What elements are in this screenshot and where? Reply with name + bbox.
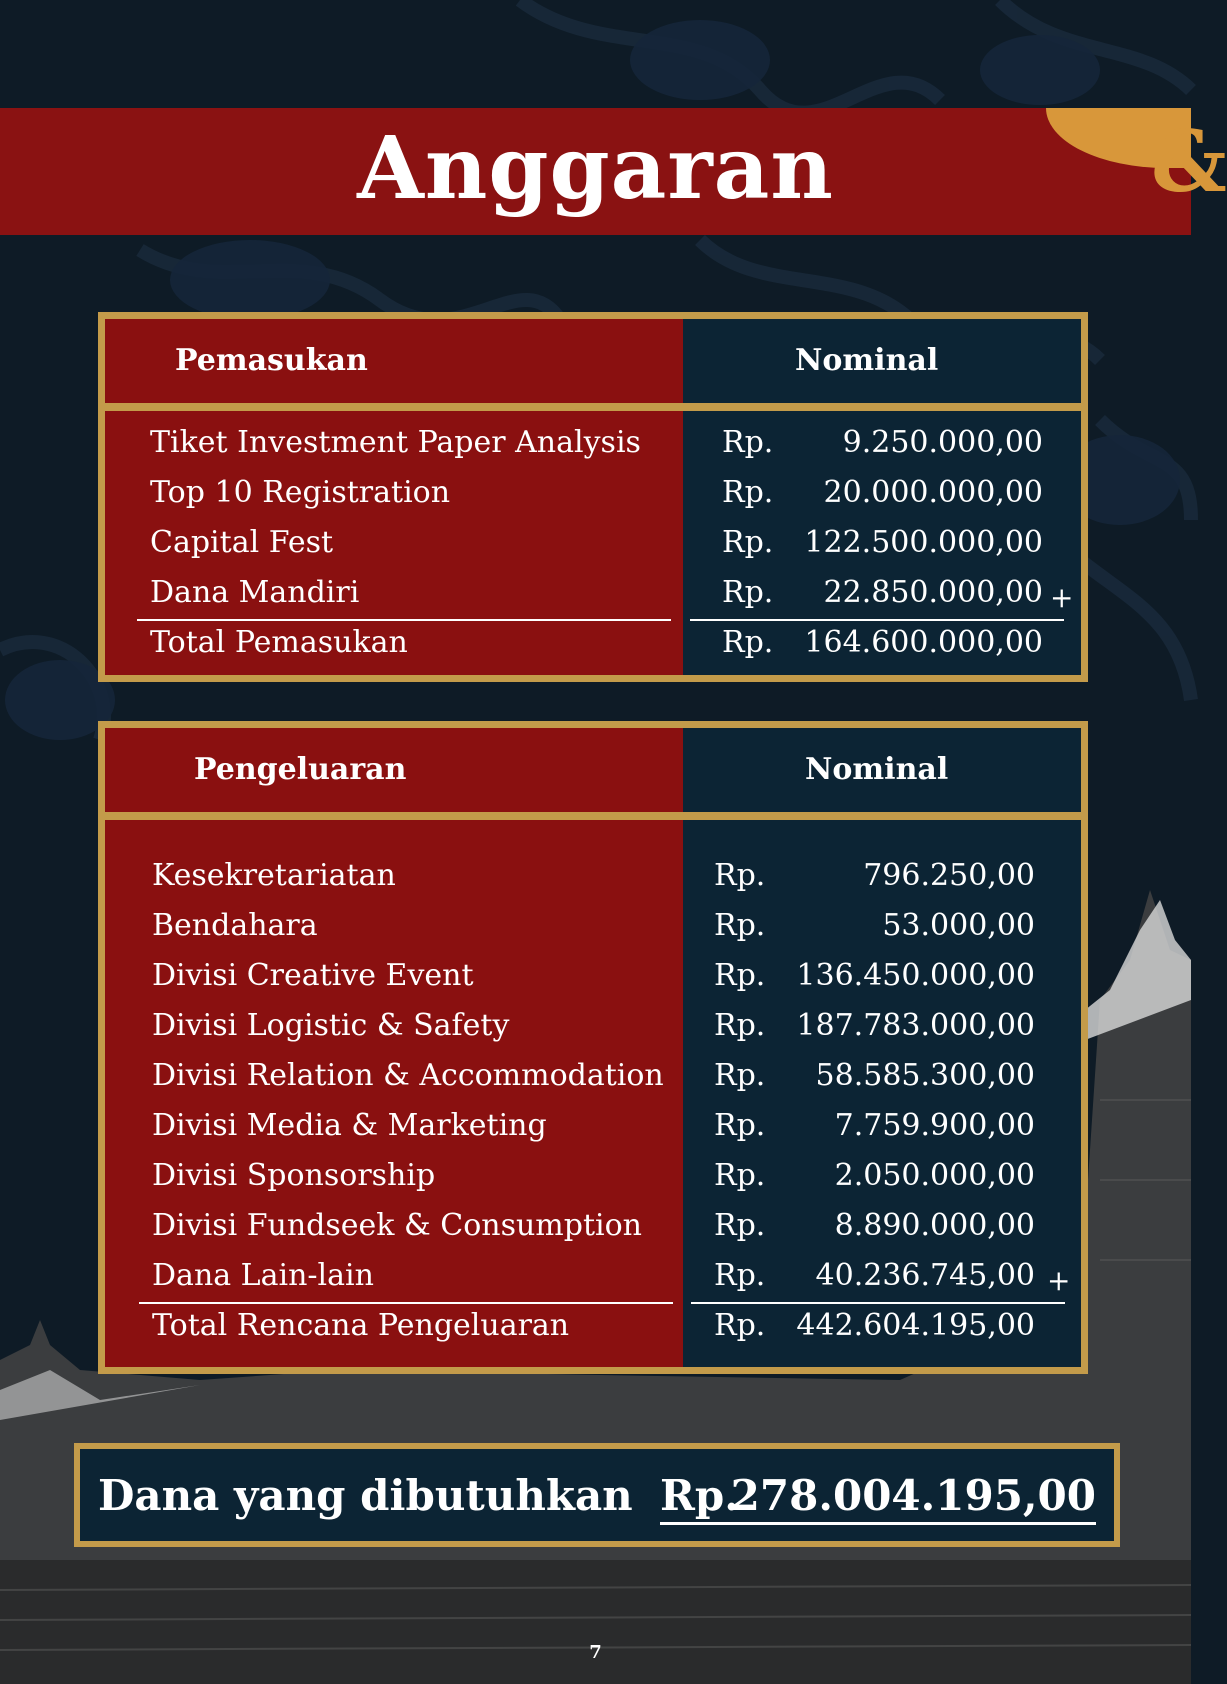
table-row (105, 1258, 1081, 1308)
table-row (105, 525, 1081, 575)
row-amount: 187.783.000,00 (796, 1008, 1035, 1043)
row-label: Divisi Creative Event (152, 958, 474, 993)
table-row (105, 1058, 1081, 1108)
income-header-label: Pemasukan (175, 343, 368, 378)
income-header-nominal: Nominal (795, 343, 939, 378)
row-currency: Rp. (714, 1108, 766, 1143)
page-number: 7 (589, 1642, 602, 1663)
row-amount: 8.890.000,00 (834, 1208, 1035, 1243)
row-amount: 136.450.000,00 (796, 958, 1035, 993)
total-currency: Rp. (722, 625, 774, 660)
row-label: Tiket Investment Paper Analysis (150, 425, 641, 460)
row-label: Dana Lain-lain (152, 1258, 374, 1293)
row-currency: Rp. (714, 958, 766, 993)
table-row (105, 1108, 1081, 1158)
row-currency: Rp. (722, 475, 774, 510)
row-amount: 7.759.900,00 (834, 1108, 1035, 1143)
expense-header-label: Pengeluaran (194, 752, 407, 787)
row-label: Divisi Media & Marketing (152, 1108, 547, 1143)
income-header-divider (105, 403, 1081, 411)
total-label: Total Pemasukan (150, 625, 408, 660)
total-label: Total Rencana Pengeluaran (152, 1308, 570, 1343)
funds-needed-amount: 278.004.195,00 (731, 1471, 1096, 1525)
row-currency: Rp. (714, 1058, 766, 1093)
total-currency: Rp. (714, 1308, 766, 1343)
table-row (105, 425, 1081, 475)
row-label: Dana Mandiri (150, 575, 360, 610)
row-currency: Rp. (722, 525, 774, 560)
row-currency: Rp. (714, 858, 766, 893)
table-row (105, 475, 1081, 525)
row-label: Divisi Fundseek & Consumption (152, 1208, 642, 1243)
row-label: Kesekretariatan (152, 858, 396, 893)
row-amount: 122.500.000,00 (804, 525, 1043, 560)
row-currency: Rp. (714, 1208, 766, 1243)
row-currency: Rp. (714, 1258, 766, 1293)
sum-line-left (137, 619, 671, 621)
total-amount: 442.604.195,00 (796, 1308, 1035, 1343)
total-row (105, 1308, 1081, 1358)
row-label: Bendahara (152, 908, 318, 943)
row-currency: Rp. (714, 908, 766, 943)
table-row (105, 1158, 1081, 1208)
row-amount: 53.000,00 (882, 908, 1035, 943)
funds-needed-currency: Rp. (660, 1471, 739, 1525)
row-amount: 58.585.300,00 (815, 1058, 1035, 1093)
expense-header-nominal: Nominal (805, 752, 949, 787)
table-row (105, 958, 1081, 1008)
sum-line-left (139, 1302, 673, 1304)
total-amount: 164.600.000,00 (804, 625, 1043, 660)
sum-plus-sign: + (1047, 1264, 1071, 1297)
row-amount: 2.050.000,00 (834, 1158, 1035, 1193)
total-row (105, 625, 1081, 675)
expense-table (98, 721, 1088, 1374)
sum-line-right (691, 1302, 1065, 1304)
row-currency: Rp. (714, 1008, 766, 1043)
row-label: Divisi Sponsorship (152, 1158, 436, 1193)
corner-ampersand: & (1151, 112, 1227, 211)
funds-needed-label: Dana yang dibutuhkan (98, 1471, 633, 1520)
table-row (105, 575, 1081, 625)
row-currency: Rp. (722, 425, 774, 460)
table-row (105, 908, 1081, 958)
row-currency: Rp. (714, 1158, 766, 1193)
row-amount: 40.236.745,00 (815, 1258, 1035, 1293)
row-currency: Rp. (722, 575, 774, 610)
row-label: Capital Fest (150, 525, 334, 560)
funds-needed-box (74, 1443, 1120, 1547)
income-table (98, 312, 1088, 682)
row-amount: 9.250.000,00 (842, 425, 1043, 460)
sum-plus-sign: + (1050, 581, 1074, 614)
row-amount: 796.250,00 (863, 858, 1035, 893)
table-row (105, 858, 1081, 908)
row-amount: 22.850.000,00 (823, 575, 1043, 610)
row-amount: 20.000.000,00 (823, 475, 1043, 510)
table-row (105, 1208, 1081, 1258)
table-row (105, 1008, 1081, 1058)
expense-header-divider (105, 812, 1081, 820)
sum-line-right (690, 619, 1064, 621)
row-label: Divisi Logistic & Safety (152, 1008, 510, 1043)
row-label: Top 10 Registration (150, 475, 451, 510)
page-title: Anggaran (357, 118, 834, 219)
row-label: Divisi Relation & Accommodation (152, 1058, 664, 1093)
